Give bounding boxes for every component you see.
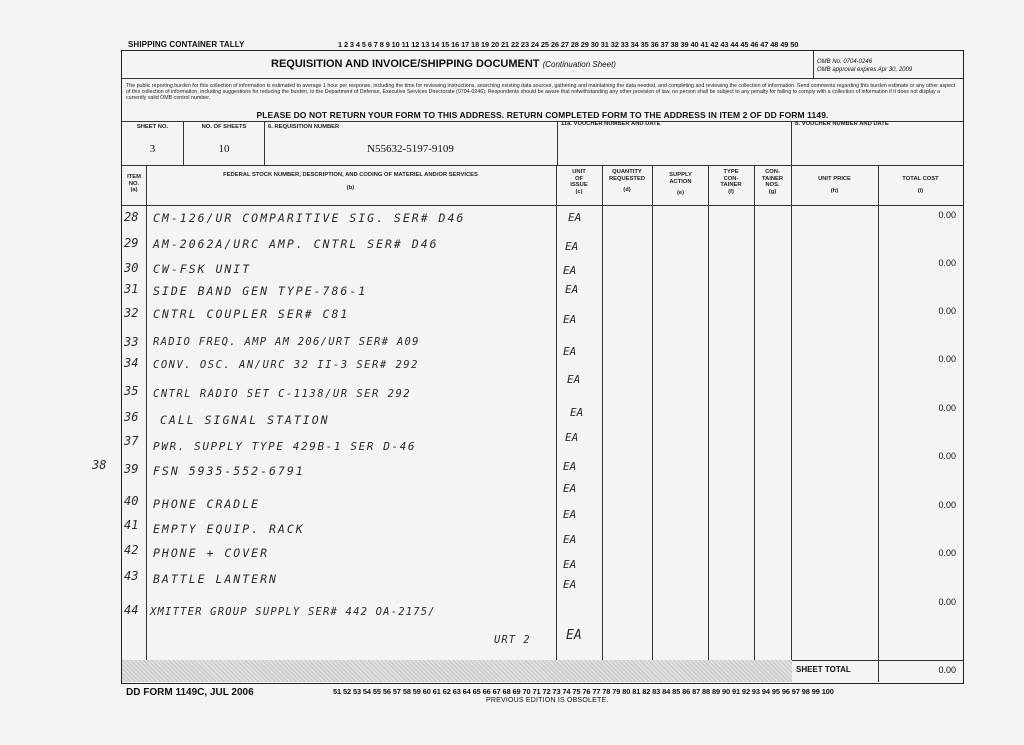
tally-numbers-bottom: 51 52 53 54 55 56 57 58 59 60 61 62 63 64 65 66 67 68 69 70 71 72 73 74 75 76 77 78 79 80 81 82 83 84 85 86 87 88 89 90 91 92 93 94 95 96 97 98 99 100 (333, 687, 834, 696)
rule-description (556, 165, 557, 660)
column-unit-label-1: UNIT (572, 169, 586, 175)
column-container-nos-header (754, 169, 791, 195)
column-con-label-3: NOS. (765, 182, 780, 188)
column-item-header (122, 174, 146, 194)
total-cost-value[interactable]: 0.00 (938, 597, 956, 607)
column-description-header (147, 172, 554, 191)
requisition-number-label: 6. REQUISITION NUMBER (268, 124, 340, 130)
item-number[interactable]: 44 (124, 603, 139, 617)
column-unit-label-3: ISSUE (570, 182, 588, 188)
column-quantity-label-1: QUANTITY (612, 169, 642, 175)
item-number[interactable]: 40 (124, 494, 139, 508)
form-title (271, 58, 616, 70)
return-instruction: PLEASE DO NOT RETURN YOUR FORM TO THIS ADDRESS. RETURN COMPLETED FORM TO THE ADDRESS IN ITEM 2 OF DD FORM 1149. (256, 110, 829, 120)
rule-unit (602, 165, 603, 660)
rule-container (791, 165, 792, 682)
total-cost-value[interactable]: 0.00 (938, 306, 956, 316)
item-unit-of-issue[interactable]: EA (563, 578, 577, 591)
omb-number: OMB No. 0704-0246 (817, 59, 873, 65)
column-unit-label-2: OF (574, 175, 584, 182)
item-description[interactable]: CW-FSK UNIT (153, 262, 252, 276)
item-unit-of-issue[interactable]: EA (567, 373, 581, 386)
item-unit-of-issue[interactable]: EA (563, 460, 577, 473)
omb-info (817, 58, 912, 74)
item-description[interactable]: RADIO FREQ. AMP AM 206/URT SER# A09 (153, 336, 420, 348)
requisition-number-value[interactable]: N55632-5197-9109 (367, 143, 454, 155)
column-quantity-header (602, 169, 652, 194)
column-supply-label-1: SUPPLY (669, 172, 692, 178)
item-unit-of-issue[interactable]: EA (570, 406, 584, 419)
shipping-container-tally-title: SHIPPING CONTAINER TALLY (128, 40, 245, 49)
column-con-label-2: TAINER (761, 175, 784, 182)
column-header-bottom-rule (122, 205, 963, 206)
num-sheets-value[interactable]: 10 (218, 143, 230, 155)
form-name: DD FORM 1149C, JUL 2006 (126, 687, 254, 698)
item-number[interactable]: 29 (124, 236, 139, 250)
column-supply-label-2: ACTION (669, 178, 692, 185)
column-unit-header (556, 169, 602, 195)
rule-supply (708, 165, 709, 660)
total-cost-value[interactable]: 0.00 (938, 548, 956, 558)
voucher-b-label: b. VOUCHER NUMBER AND DATE (795, 121, 889, 127)
burden-statement: The public reporting burden for this collection of information is estimated to average 1 hour per response, including the time for reviewing instructions, searching existing data sources, gathering and maintaining the data needed, and completing and reviewing the collection of information. Send comments regarding this burden estimate or any other aspect of this collection of information, including suggestions for reducing the burden, to the Department of Defense, Executive Services Directorate (0704-0246). Respondents should be aware that notwithstanding any other provision of law, no person shall be subject to any penalty for failing to comply with a collection of information if it does not display a currently valid OMB control number. (126, 83, 956, 101)
item-description[interactable]: PWR. SUPPLY TYPE 429B-1 SER D-46 (153, 440, 417, 453)
column-unit-label-4: (c) (575, 188, 583, 195)
column-description-code: (b) (346, 184, 355, 191)
rule-quantity (652, 165, 653, 660)
voucher-b-field[interactable] (792, 130, 963, 164)
item-description[interactable]: EMPTY EQUIP. RACK (153, 522, 305, 536)
item-description[interactable]: CALL SIGNAL STATION (160, 413, 330, 427)
item-unit-of-issue[interactable]: EA (563, 345, 577, 358)
item-description[interactable]: XMITTER GROUP SUPPLY SER# 442 OA-2175/ (150, 606, 436, 618)
item-description[interactable]: BATTLE LANTERN (153, 572, 278, 586)
item-description[interactable]: SIDE BAND GEN TYPE-786-1 (153, 284, 368, 298)
rule-type (754, 165, 755, 660)
column-total-cost-header (878, 176, 963, 194)
num-sheets-label: NO. OF SHEETS (201, 124, 247, 130)
item-unit-of-issue[interactable]: EA (563, 533, 577, 546)
item-number[interactable]: 39 (124, 462, 139, 476)
form-title-text: REQUISITION AND INVOICE/SHIPPING DOCUMENT (271, 58, 540, 70)
rule-item (146, 165, 147, 660)
sheet-no-label: SHEET NO. (136, 124, 169, 130)
item-number[interactable]: 36 (124, 410, 139, 424)
column-quantity-label-3: (d) (623, 187, 631, 193)
margin-correction-note: 38 (92, 458, 107, 472)
column-item-label-3: (a) (130, 187, 138, 193)
column-price-label: UNIT PRICE (818, 176, 851, 182)
previous-edition-note: PREVIOUS EDITION IS OBSOLETE. (486, 697, 609, 704)
total-cost-value[interactable]: 0.00 (938, 258, 956, 268)
item-number[interactable]: 35 (124, 384, 139, 398)
item-description-continued[interactable]: URT 2 (494, 634, 531, 646)
column-total-code: (i) (917, 187, 924, 194)
item-number[interactable]: 32 (124, 306, 139, 320)
column-total-label: TOTAL COST (902, 176, 939, 182)
sheet-total-label: SHEET TOTAL (796, 665, 851, 674)
item-unit-of-issue[interactable]: EA (568, 211, 582, 224)
total-cost-value[interactable]: 0.00 (938, 451, 956, 461)
column-type-container-header (708, 169, 754, 195)
column-description-label: FEDERAL STOCK NUMBER, DESCRIPTION, AND CODING OF MATERIEL AND/OR SERVICES (223, 172, 478, 178)
sheet-total-value[interactable]: 0.00 (938, 665, 956, 675)
item-number[interactable]: 37 (124, 434, 139, 448)
total-cost-value[interactable]: 0.00 (938, 500, 956, 510)
omb-expiration: OMB approval expires Apr 30, 2009 (817, 67, 913, 73)
item-number[interactable]: 43 (124, 569, 139, 583)
title-bottom-rule (122, 78, 963, 79)
total-cost-value[interactable]: 0.00 (938, 403, 956, 413)
item-unit-of-issue[interactable]: EA (563, 264, 577, 277)
voucher-a-field[interactable] (558, 130, 791, 164)
item-description[interactable]: FSN 5935-552-6791 (153, 464, 305, 478)
item-number[interactable]: 34 (124, 356, 139, 370)
item-unit-of-issue[interactable]: EA (565, 431, 579, 444)
item-description[interactable]: CM-126/UR COMPARITIVE SIG. SER# D46 (153, 211, 466, 225)
item-number[interactable]: 30 (124, 261, 139, 275)
rule-price (878, 165, 879, 682)
item-unit-of-issue[interactable]: EA (565, 283, 579, 296)
column-type-label-4: (f) (728, 188, 734, 195)
column-item-label-1: ITEM (127, 174, 141, 180)
item-number[interactable]: 42 (124, 543, 139, 557)
item-number[interactable]: 28 (124, 210, 139, 224)
item-description[interactable]: CONV. OSC. AN/URC 32 II-3 SER# 292 (153, 359, 419, 371)
voucher-a-label: 11a. VOUCHER NUMBER AND DATE (561, 121, 661, 127)
item-unit-of-issue[interactable]: EA (563, 482, 577, 495)
column-con-label-4: (g) (768, 188, 777, 195)
item-unit-of-issue[interactable]: EA (565, 240, 579, 253)
item-description[interactable]: CNTRL RADIO SET C-1138/UR SER 292 (153, 388, 412, 400)
item-number[interactable]: 33 (124, 335, 139, 349)
item-unit-of-issue[interactable]: EA (563, 508, 577, 521)
title-divider (813, 51, 814, 78)
item-number[interactable]: 31 (124, 282, 139, 296)
column-price-code: (h) (830, 187, 839, 194)
column-supply-label-3: (e) (676, 190, 685, 196)
total-cost-value[interactable]: 0.00 (938, 354, 956, 364)
form-subtitle: (Continuation Sheet) (542, 60, 616, 69)
item-unit-of-issue[interactable]: EA (566, 628, 582, 643)
column-type-label-1: TYPE (723, 169, 739, 175)
column-item-label-2: NO. (128, 180, 140, 187)
column-supply-action-header (653, 172, 708, 197)
column-unit-price-header (791, 176, 878, 194)
item-description[interactable]: CNTRL COUPLER SER# C81 (153, 307, 350, 321)
column-con-label-1: CON- (765, 169, 780, 175)
column-header-top-rule (122, 165, 963, 166)
item-description[interactable]: AM-2062A/URC AMP. CNTRL SER# D46 (153, 237, 439, 251)
shaded-footer-band (122, 660, 792, 682)
item-description[interactable]: PHONE CRADLE (153, 497, 261, 511)
column-type-label-3: TAINER (720, 182, 742, 188)
item-description[interactable]: PHONE + COVER (153, 546, 270, 560)
tally-numbers-top: 1 2 3 4 5 6 7 8 9 10 11 12 13 14 15 16 17 18 19 20 21 22 23 24 25 26 27 28 29 30 31 32 33 34 35 36 37 38 39 40 41 42 43 44 45 46 47 48 49 50 (338, 40, 799, 49)
sheet-no-value[interactable]: 3 (149, 143, 156, 155)
item-unit-of-issue[interactable]: EA (563, 558, 577, 571)
column-type-label-2: CON- (723, 175, 739, 182)
item-number[interactable]: 41 (124, 518, 139, 532)
item-unit-of-issue[interactable]: EA (563, 313, 577, 326)
total-cost-value[interactable]: 0.00 (938, 210, 956, 220)
column-quantity-label-2: REQUESTED (608, 175, 646, 182)
